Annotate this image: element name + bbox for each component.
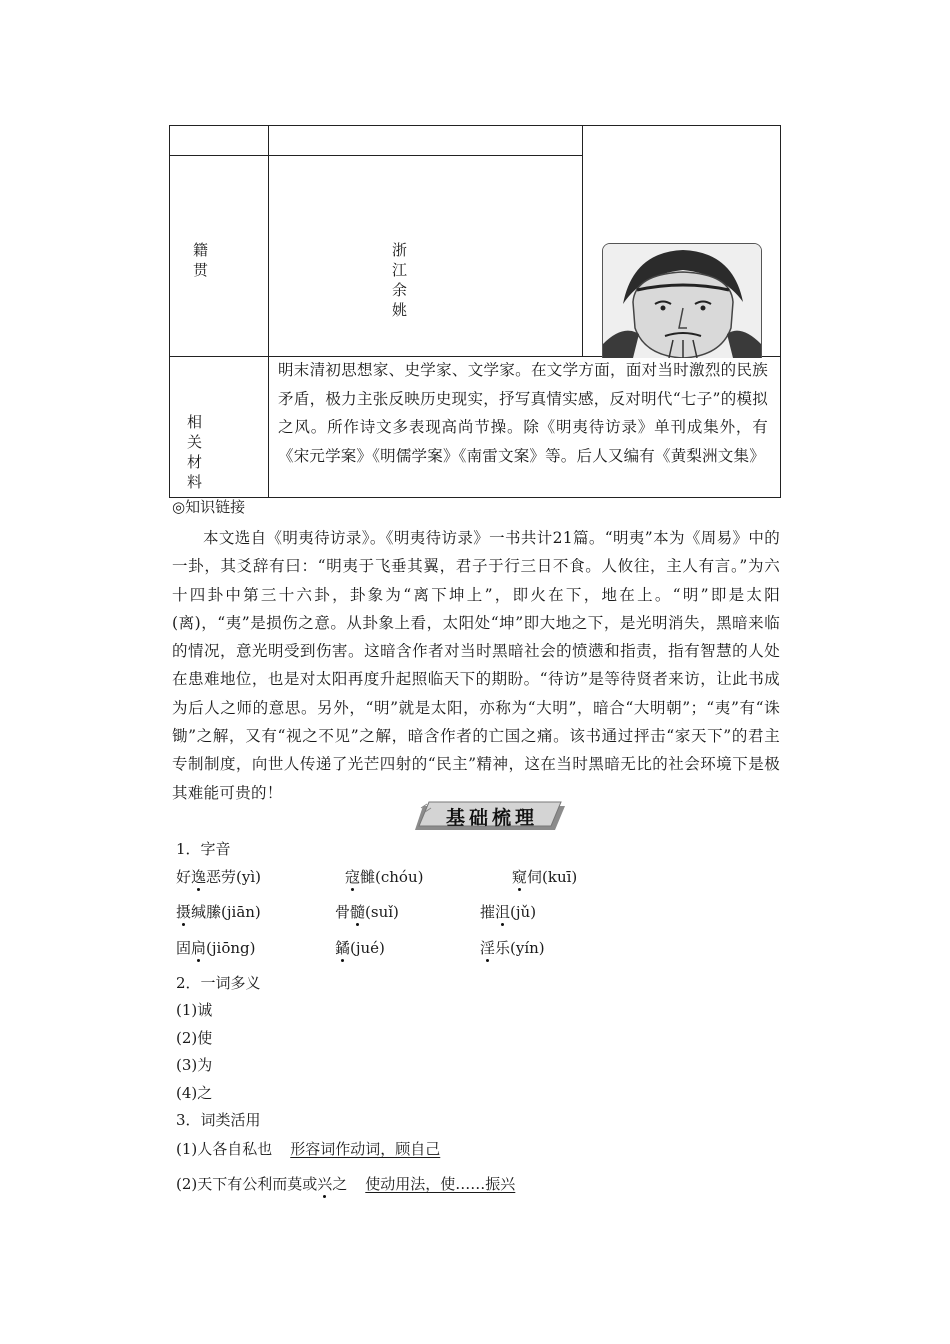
knowledge-link-paragraph: 本文选自《明夷待访录》。《明夷待访录》一书共计21篇。“明夷”本为《周易》中的一卦，其爻辞有曰：“明夷于飞垂其翼，君子于行三日不食。人攸往，主人有言。”为六十四卦中第三十六卦，卦象为“离下坤上”，即火在下，地在上。“明”即是太阳(离)，“夷”是损伤之意。从卦象上看，太阳处“坤”即大地之下，是光明消失，黑暗来临的情况，意光明受到伤害。这暗含作者对当时黑暗社会的愤懑和指责，指有智慧的人处在患难地位，也是对太阳再度升起照临天下的期盼。“待访”是等待贤者来访，让此书成为后人之师的意思。另外，“明”就是太阳，亦称为“大明”，暗合“大明朝”；“夷”有“诛锄”之解，又有“视之不见”之解，暗含作者的亡国之痛。该书通过抨击“家天下”的君主专制制度，向世人传递了光芒四射的“民主”精神，这在当时黑暗无比的社会环境下是极其难能可贵的！ <box>172 529 780 802</box>
section2-heading: 2．一词多义 <box>176 974 261 992</box>
usage-answer: 形容词作动词，顾自己 <box>290 1140 441 1158</box>
polysemy-item: (3)为 <box>176 1056 213 1074</box>
section1-heading: 1．字音 <box>176 840 231 858</box>
pron-item: 淫乐(yín) <box>480 939 545 957</box>
usage-answer: 使动用法，使……振兴 <box>365 1175 516 1193</box>
usage-item: (2)天下有公利而莫或兴之 使动用法，使……振兴 <box>176 1175 516 1193</box>
table-border-left <box>169 125 170 498</box>
pron-item: 好逸恶劳(yì) <box>176 868 262 886</box>
pron-item: 摧沮(jǔ) <box>480 903 537 921</box>
pron-item: 寇雠(chóu) <box>345 868 424 886</box>
pron-item: 固扃(jiōng) <box>176 939 256 957</box>
pron-item: 窥伺(kuī) <box>512 868 578 886</box>
native-place-label: 籍 贯 <box>193 241 224 279</box>
section-banner-title: 基础梳理 <box>446 807 539 829</box>
table-row-divider-1 <box>169 155 583 156</box>
knowledge-link-title: ◎知识链接 <box>172 498 246 516</box>
polysemy-item: (4)之 <box>176 1084 213 1102</box>
materials-text: 明末清初思想家、史学家、文学家。在文学方面，面对当时激烈的民族矛盾，极力主张反映历史现实，抒写真情实感，反对明代“七子”的模拟之风。所作诗文多表现高尚节操。除《明夷待访录》单刊成集外，有《宋元学案》《明儒学案》《南雷文案》等。后人又编有《黄梨洲文集》 <box>278 361 768 465</box>
polysemy-item: (2)使 <box>176 1029 213 1047</box>
native-place-value: 浙江余姚 <box>392 241 408 319</box>
table-border-bottom <box>169 497 781 498</box>
table-photo-divider <box>582 125 583 356</box>
pron-item: 鐍(jué) <box>335 939 385 957</box>
usage-item: (1)人各自私也 形容词作动词，顾自己 <box>176 1140 441 1158</box>
table-border-right <box>780 125 781 498</box>
table-col-divider <box>268 125 269 498</box>
materials-label: 相关材料 <box>187 413 203 491</box>
author-portrait <box>602 243 762 358</box>
section3-heading: 3．词类活用 <box>176 1111 261 1129</box>
table-border-top <box>169 125 781 126</box>
pron-item: 摄缄縢(jiān) <box>176 903 261 921</box>
portrait-image <box>603 244 761 358</box>
polysemy-item: (1)诚 <box>176 1001 213 1019</box>
pron-item: 骨髓(suǐ) <box>335 903 399 921</box>
